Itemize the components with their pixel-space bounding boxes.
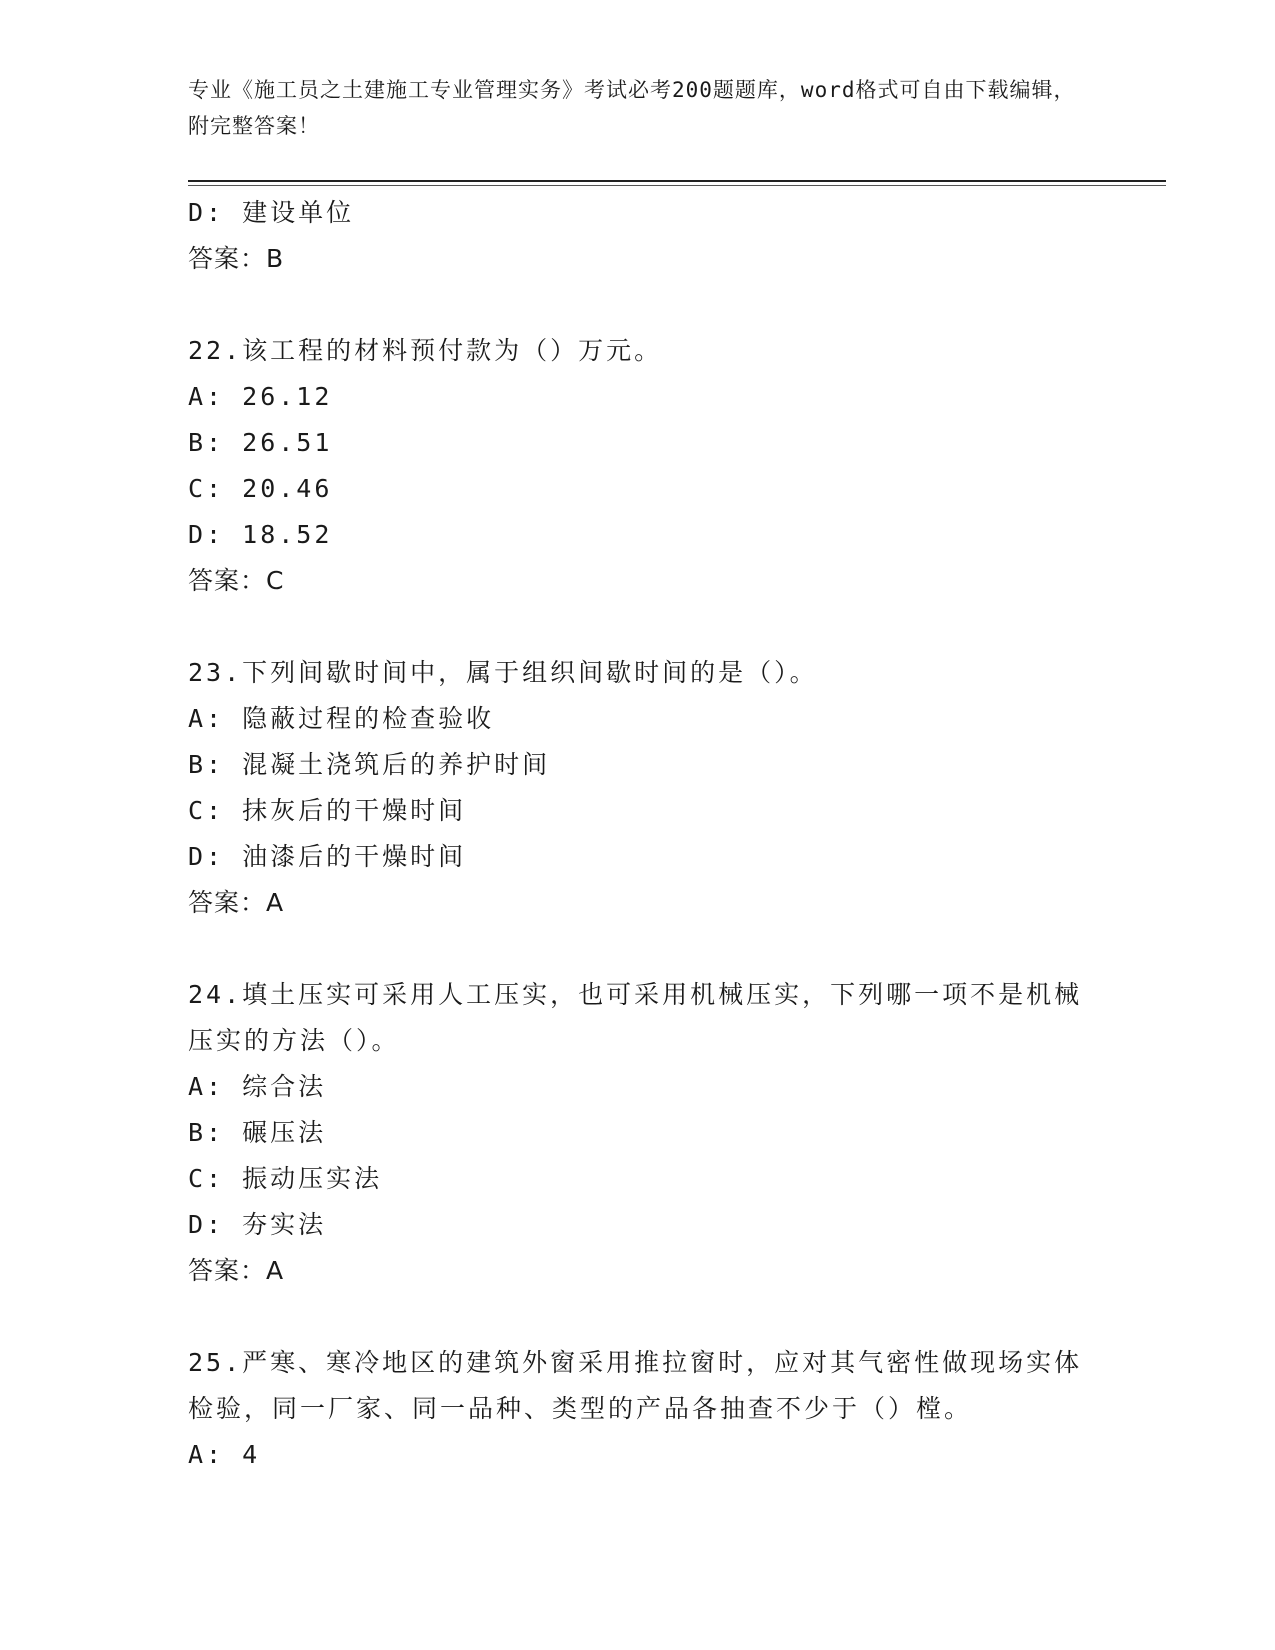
answer-line: 答案：B (188, 244, 285, 273)
page-header: 专业《施工员之土建施工专业管理实务》考试必考200题题库，word格式可自由下载编辑，附完整答案！ (188, 78, 1076, 138)
question-content (188, 190, 1098, 1478)
answer-line: 答案：C (188, 566, 285, 595)
answer-line: 答案：A (188, 888, 285, 917)
question-text: 24.填土压实可采用人工压实，也可采用机械压实，下列哪一项不是机械压实的方法（）。 (188, 980, 1083, 1055)
option-c: C: 20.46 (188, 474, 333, 503)
option-b: B: 26.51 (188, 428, 333, 457)
spacer (188, 604, 1098, 650)
question-block-21-tail (188, 190, 1098, 282)
option-c: C: 振动压实法 (188, 1164, 383, 1193)
question-block-22 (188, 328, 1098, 604)
answer-line: 答案：A (188, 1256, 285, 1285)
question-text: 25.严寒、寒冷地区的建筑外窗采用推拉窗时，应对其气密性做现场实体检验，同一厂家、同一品种、类型的产品各抽查不少于（）樘。 (188, 1348, 1083, 1423)
option-a: A: 综合法 (188, 1072, 327, 1101)
header-rule-thin (188, 185, 1166, 186)
option-a: A: 26.12 (188, 382, 333, 411)
option-d: D: 夯实法 (188, 1210, 327, 1239)
question-block-25 (188, 1340, 1098, 1478)
option-b: B: 碾压法 (188, 1118, 327, 1147)
option-d: D: 18.52 (188, 520, 333, 549)
option-d: D: 建设单位 (188, 198, 355, 227)
question-text: 22.该工程的材料预付款为（）万元。 (188, 336, 663, 365)
option-a: A: 4 (188, 1440, 261, 1469)
option-d: D: 油漆后的干燥时间 (188, 842, 467, 871)
option-a: A: 隐蔽过程的检查验收 (188, 704, 495, 733)
question-text: 23.下列间歇时间中，属于组织间歇时间的是（）。 (188, 658, 818, 687)
option-c: C: 抹灰后的干燥时间 (188, 796, 467, 825)
spacer (188, 1294, 1098, 1340)
option-b: B: 混凝土浇筑后的养护时间 (188, 750, 551, 779)
spacer (188, 282, 1098, 328)
header-rule-thick (188, 180, 1166, 182)
question-block-23 (188, 650, 1098, 926)
spacer (188, 926, 1098, 972)
question-block-24 (188, 972, 1098, 1294)
